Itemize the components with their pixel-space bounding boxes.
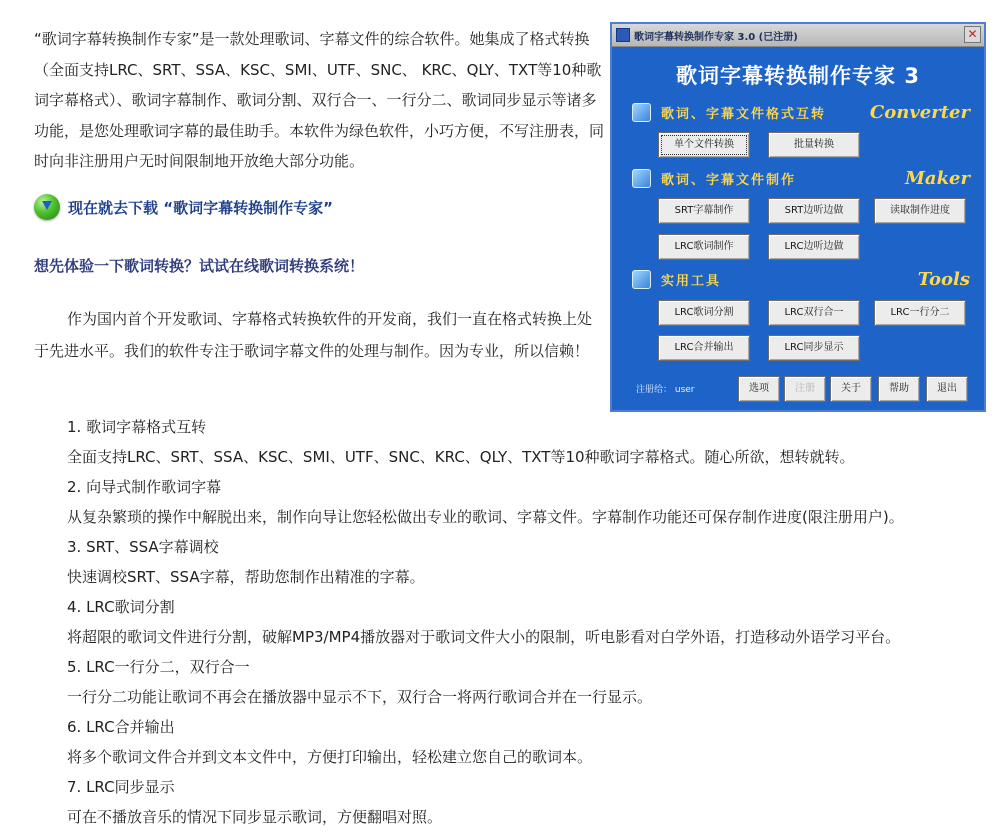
lrc-sync-display-button[interactable]: LRC同步显示: [768, 335, 860, 361]
read-progress-button[interactable]: 读取制作进度: [874, 198, 966, 224]
section-tag: Converter: [869, 101, 970, 123]
folder-icon: [632, 169, 651, 188]
list-item: [67, 592, 987, 652]
lrc-listen-make-button[interactable]: LRC边听边做: [768, 234, 860, 260]
online-converter-link[interactable]: 想先体验一下歌词转换？试试在线歌词转换系统！: [34, 257, 365, 275]
feature-description: 从复杂繁琐的操作中解脱出来，制作向导让您轻松做出专业的歌词、字幕文件。字幕制作功能还可保存制作进度(限注册用户)。: [67, 508, 904, 526]
close-icon[interactable]: ✕: [964, 26, 981, 43]
app-icon: [616, 28, 630, 42]
list-item: [67, 712, 987, 772]
registered-to-label: 注册给： user: [636, 385, 695, 395]
srt-make-button[interactable]: SRT字幕制作: [658, 198, 750, 224]
feature-title: 1. 歌词字幕格式互转: [67, 418, 207, 436]
feature-title: 4. LRC歌词分割: [67, 598, 175, 616]
section-tag: Tools: [917, 268, 970, 290]
window-title: 歌词字幕转换制作专家 3.0 (已注册): [634, 31, 798, 43]
about-button[interactable]: 关于: [830, 376, 872, 402]
feature-description: 快速调校SRT、SSA字幕，帮助您制作出精准的字幕。: [67, 568, 425, 586]
feature-title: 6. LRC合并输出: [67, 718, 175, 736]
title-bar[interactable]: [612, 24, 984, 47]
list-item: [67, 772, 987, 832]
list-item: [67, 412, 987, 472]
section-tools: [632, 267, 970, 291]
feature-description: 可在不播放音乐的情况下同步显示歌词，方便翻唱对照。: [67, 808, 443, 826]
developer-paragraph: 作为国内首个开发歌词、字幕格式转换软件的开发商，我们一直在格式转换上处于先进水平。我们的软件专注于歌词字幕文件的处理与制作。因为专业，所以信赖！: [34, 310, 593, 360]
lrc-merge-two-lines-button[interactable]: LRC双行合一: [768, 300, 860, 326]
section-label: 实用工具: [661, 273, 722, 289]
list-item: [67, 472, 987, 532]
lrc-make-button[interactable]: LRC歌词制作: [658, 234, 750, 260]
single-file-convert-button[interactable]: 单个文件转换: [658, 132, 750, 158]
section-label: 歌词、字幕文件制作: [661, 172, 797, 188]
download-icon: [34, 194, 60, 220]
srt-listen-make-button[interactable]: SRT边听边做: [768, 198, 860, 224]
section-label: 歌词、字幕文件格式互转: [661, 106, 827, 122]
app-heading: 歌词字幕转换制作专家 3: [676, 64, 920, 88]
folder-icon: [632, 103, 651, 122]
feature-list: [67, 412, 987, 832]
folder-icon: [632, 270, 651, 289]
batch-convert-button[interactable]: 批量转换: [768, 132, 860, 158]
download-link-label: 现在就去下载 “歌词字幕转换制作专家”: [68, 198, 333, 217]
app-screenshot-window: [610, 22, 986, 412]
options-button[interactable]: 选项: [738, 376, 780, 402]
feature-description: 将超限的歌词文件进行分割，破解MP3/MP4播放器对于歌词文件大小的限制，听电影看对白学外语，打造移动外语学习平台。: [67, 628, 901, 646]
feature-description: 全面支持LRC、SRT、SSA、KSC、SMI、UTF、SNC、KRC、QLY、TXT等10种歌词字幕格式。随心所欲，想转就转。: [67, 448, 855, 466]
lrc-merge-output-button[interactable]: LRC合并输出: [658, 335, 750, 361]
section-converter: [632, 100, 970, 124]
exit-button[interactable]: 退出: [926, 376, 968, 402]
download-link[interactable]: [34, 194, 333, 220]
help-button[interactable]: 帮助: [878, 376, 920, 402]
feature-title: 2. 向导式制作歌词字幕: [67, 478, 222, 496]
list-item: [67, 652, 987, 712]
feature-description: 将多个歌词文件合并到文本文件中，方便打印输出，轻松建立您自己的歌词本。: [67, 748, 593, 766]
feature-title: 5. LRC一行分二，双行合一: [67, 658, 250, 676]
feature-description: 一行分二功能让歌词不再会在播放器中显示不下，双行合一将两行歌词合并在一行显示。: [67, 688, 653, 706]
lrc-one-to-two-button[interactable]: LRC一行分二: [874, 300, 966, 326]
section-maker: [632, 166, 970, 190]
list-item: [67, 532, 987, 592]
register-button: 注册: [784, 376, 826, 402]
intro-paragraph: “歌词字幕转换制作专家”是一款处理歌词、字幕文件的综合软件。她集成了格式转换（全面支持LRC、SRT、SSA、KSC、SMI、UTF、SNC、 KRC、QLY、TXT等10种歌词字幕格式）、歌词字幕制作、歌词分割、双行合一、一行分二、歌词同步显示等诸多功能，是您处理歌词字幕的最佳助手。本软件为绿色软件，小巧方便，不写注册表，同时向非注册用户无时间限制地开放绝大部分功能。: [34, 30, 605, 170]
feature-title: 3. SRT、SSA字幕调校: [67, 538, 219, 556]
feature-title: 7. LRC同步显示: [67, 778, 175, 796]
section-tag: Maker: [905, 167, 970, 189]
lrc-split-button[interactable]: LRC歌词分割: [658, 300, 750, 326]
